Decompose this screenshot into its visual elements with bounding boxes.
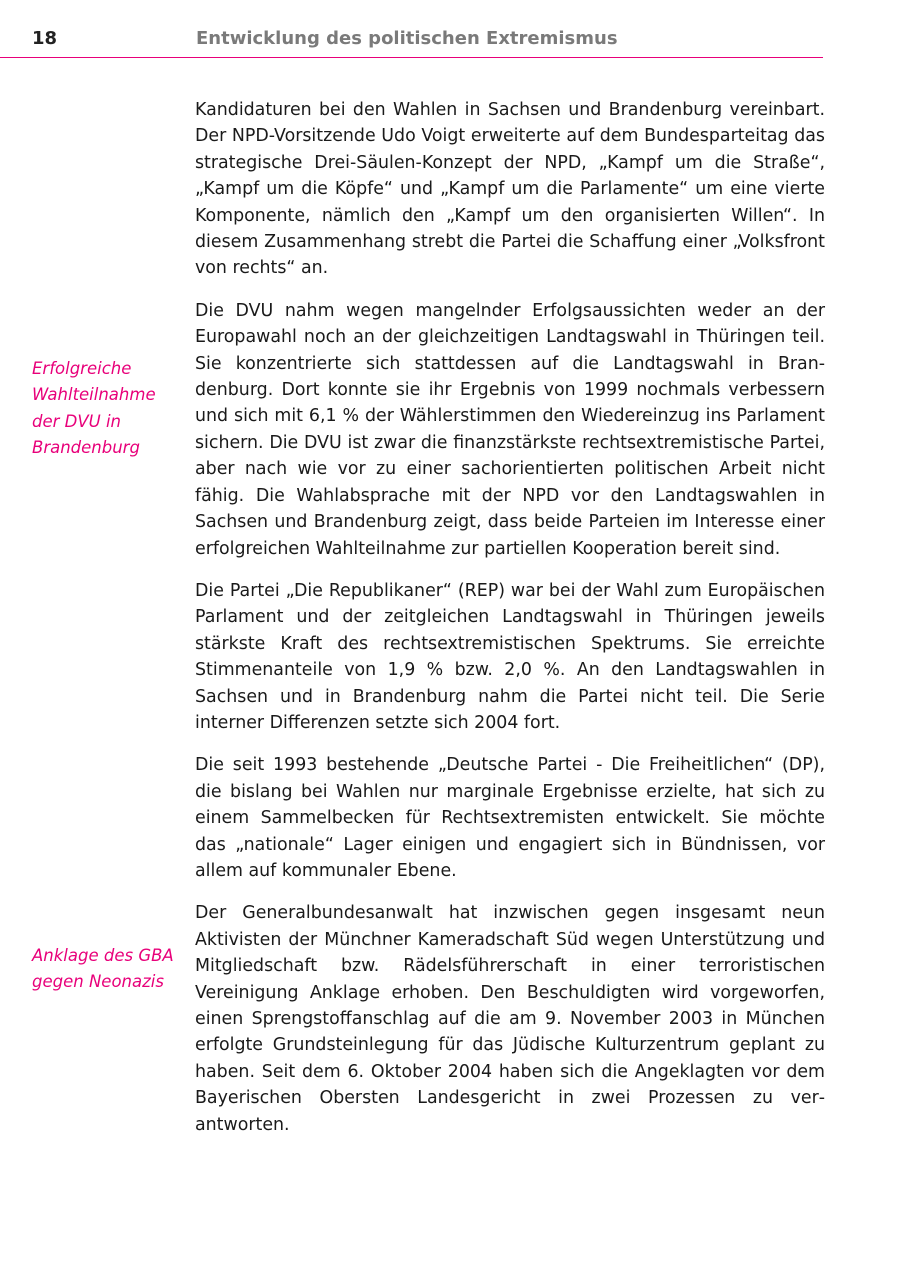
margin-note-line: gegen Neonazis — [32, 972, 164, 992]
margin-note-line: Wahlteilnahme — [32, 385, 156, 405]
paragraph-generalbundesanwalt: Der Generalbundesanwalt hat inzwischen gegen insgesamt neun Aktivisten der Münchner Kameradschaft Süd wegen Unterstützung und Mitgliedschaft bzw. Rädelsführerschaft in einer terroristischen Vereinigung Anklage erhoben. Den Beschuldigten wird vorgeworfen, einen Sprengstoffanschlag auf die am 9. November 2003 in München erfolgte Grundsteinlegung für das Jüdische Kulturzentrum geplant zu haben. Seit dem 6. Oktober 2004 haben sich die Angeklagten vor dem Bayerischen Obersten Landesgericht in zwei Prozessen zu verantworten. — [195, 903, 825, 1135]
page-number: 18 — [32, 28, 58, 49]
paragraph-npd-strategy: Kandidaturen bei den Wahlen in Sachsen und Brandenburg vereinbart. Der NPD-Vorsitzende Udo Voigt erweiterte auf dem Bundesparteitag das strategische Drei-Säulen-Konzept der NPD, „Kampf um die Straße“, „Kampf um die Köpfe“ und „Kampf um die Parlamente“ um eine vierte Komponente, nämlich den „Kampf um den organisierten Willen“. In diesem Zusammenhang strebt die Partei die Schaffung einer „Volksfront von rechts“ an. — [195, 100, 825, 279]
margin-note-line: Erfolgreiche — [32, 359, 132, 378]
running-title: Entwicklung des politischen Extremismus — [196, 28, 618, 49]
header-rule — [0, 57, 823, 58]
paragraph-deutsche-partei: Die seit 1993 bestehende „Deutsche Partei - Die Freiheitlichen“ (DP), die bislang bei Wahlen nur marginale Ergebnisse erzielte, hat sich zu einem Sammelbecken für Rechtsextremisten entwickelt. Sie möchte das „nationale“ Lager einigen und engagiert sich in Bündnissen, vor allem auf kommunaler Ebene. — [195, 755, 825, 881]
paragraph-republikaner: Die Partei „Die Republikaner“ (REP) war bei der Wahl zum Europäischen Parlament und der zeitgleichen Landtagswahl in Thüringen jeweils stärkste Kraft des rechtsextremistischen Spektrums. Sie erreichte Stimmenanteile von 1,9 % bzw. 2,0 %. An den Landtagswahlen in Sachsen und in Brandenburg nahm die Partei nicht teil. Die Serie interner Differenzen setzte sich 2004 fort. — [195, 580, 825, 733]
margin-note-line: Brandenburg — [32, 438, 140, 458]
paragraph-dvu: Die DVU nahm wegen mangelnder Erfolgsaussichten weder an der Europawahl noch an der gleichzeitigen Landtagswahl in Thüringen teil. Sie konzentrierte sich stattdessen auf die Landtagswahl in Brandenburg. Dort konnte sie ihr Ergebnis von 1999 nochmals verbessern und sich mit 6,1 % der Wählerstimmen den Wiedereinzug ins Parlament sichern. Die DVU ist zwar die finanzstärkste rechtsextremistische Partei, aber nach wie vor zu einer sachorientierten politischen Arbeit nicht fähig. Die Wahlabsprache mit der NPD vor den Landtagswahlen in Sachsen und Brandenburg zeigt, dass beide Parteien im Interesse einer erfolgreichen Wahlteilnahme zur partiellen Kooperation bereit sind. — [195, 300, 825, 559]
margin-note-gba — [32, 943, 182, 996]
body-text — [195, 97, 825, 1154]
margin-note-line: der DVU in — [32, 411, 122, 431]
margin-note-line: Anklage des GBA — [32, 946, 174, 965]
margin-note-dvu — [32, 356, 182, 462]
